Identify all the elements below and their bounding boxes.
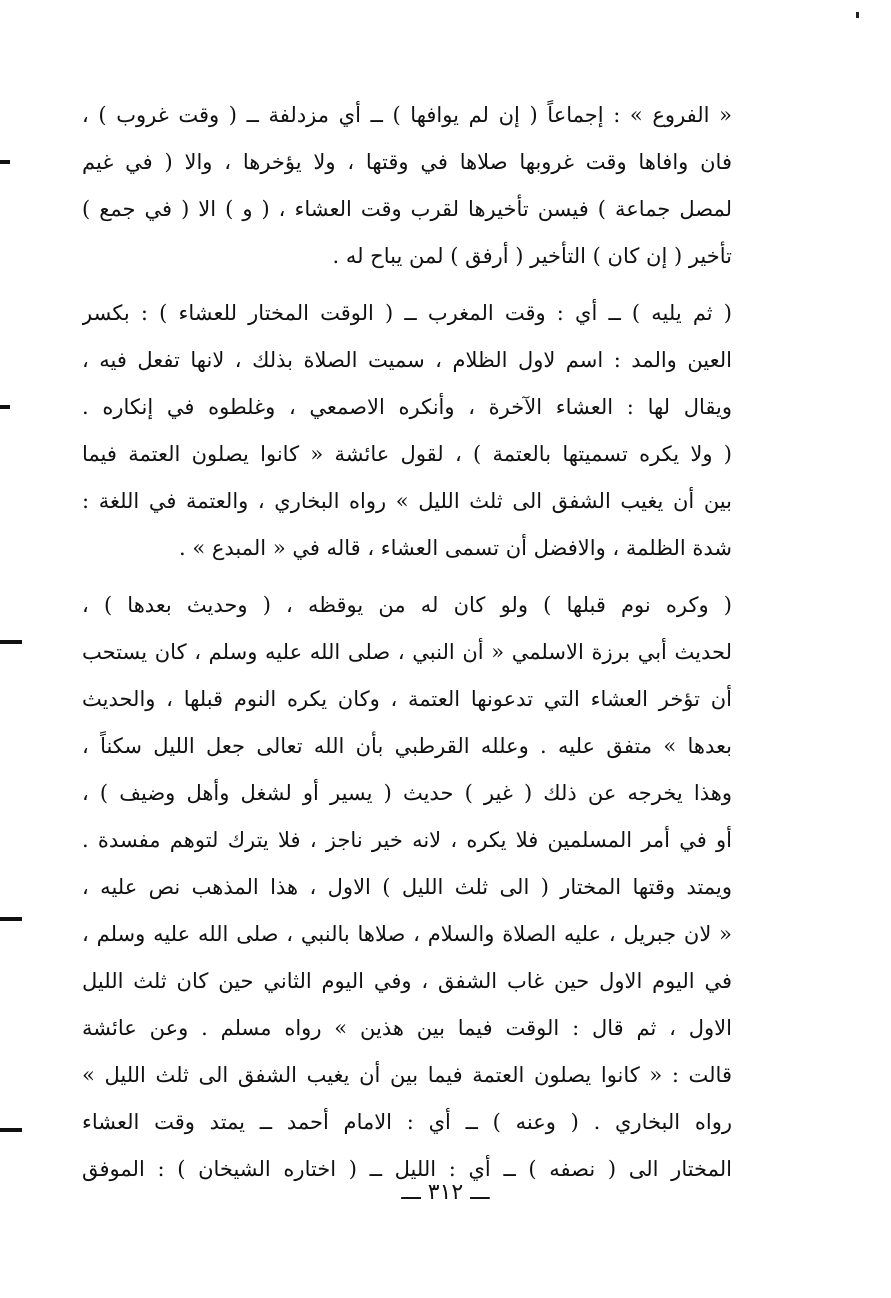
text-line: قالت : « كانوا يصلون العتمة فيما بين أن يغيب الشفق الى ثلث الليل » xyxy=(82,1063,732,1087)
text-line: تأخير ( إن كان ) التأخير ( أرفق ) لمن يباح له . xyxy=(332,244,732,268)
text-line: أو في أمر المسلمين فلا يكره ، لانه خير ناجز ، فلا يترك لتوهم مفسدة . xyxy=(82,828,732,852)
paragraph xyxy=(82,92,732,280)
text-line: فان وافاها وقت غروبها صلاها في وقتها ، ولا يؤخرها ، والا ( في غيم xyxy=(82,150,732,174)
text-line: « لان جبريل ، عليه الصلاة والسلام ، صلاها بالنبي ، صلى الله عليه وسلم ، xyxy=(82,922,732,946)
text-line: الاول ، ثم قال : الوقت فيما بين هذين » رواه مسلم . وعن عائشة xyxy=(82,1016,732,1040)
text-line: بين أن يغيب الشفق الى ثلث الليل » رواه البخاري ، والعتمة في اللغة : xyxy=(82,489,732,513)
text-line: شدة الظلمة ، والافضل أن تسمى العشاء ، قاله في « المبدع » . xyxy=(179,536,732,560)
text-line: ويقال لها : العشاء الآخرة ، وأنكره الاصمعي ، وغلطوه في إنكاره . xyxy=(82,395,732,419)
text-line: وهذا يخرجه عن ذلك ( غير ) حديث ( يسير أو لشغل وأهل وضيف ) ، xyxy=(82,781,732,805)
body-text xyxy=(82,92,732,1193)
text-line: « الفروع » : إجماعاً ( إن لم يوافها ) ــ أي مزدلفة ــ ( وقت غروب ) ، xyxy=(82,103,732,127)
margin-tick xyxy=(0,405,10,409)
paragraph xyxy=(82,290,732,572)
text-line: لمصل جماعة ) فيسن تأخيرها لقرب وقت العشاء ، ( و ) الا ( في جمع ) xyxy=(82,197,732,221)
text-line: أن تؤخر العشاء التي تدعونها العتمة ، وكان يكره النوم قبلها ، والحديث xyxy=(82,687,732,711)
paragraph xyxy=(82,582,732,1193)
text-line: ويمتد وقتها المختار ( الى ثلث الليل ) الاول ، هذا المذهب نص عليه ، xyxy=(82,875,732,899)
text-line: ( وكره نوم قبلها ) ولو كان له من يوقظه ، ( وحديث بعدها ) ، xyxy=(82,593,732,617)
text-line: رواه البخاري . ( وعنه ) ــ أي : الامام أحمد ــ يمتد وقت العشاء xyxy=(82,1110,732,1134)
text-line: بعدها » متفق عليه . وعلله القرطبي بأن الله تعالى جعل الليل سكناً ، xyxy=(82,734,732,758)
text-line: المختار الى ( نصفه ) ــ أي : الليل ــ ( اختاره الشيخان ) : الموفق xyxy=(82,1157,732,1181)
margin-tick xyxy=(0,160,10,164)
margin-tick xyxy=(0,1128,22,1132)
text-line: ( ولا يكره تسميتها بالعتمة ) ، لقول عائشة « كانوا يصلون العتمة فيما xyxy=(82,442,732,466)
margin-tick xyxy=(0,640,22,644)
text-line: ( ثم يليه ) ــ أي : وقت المغرب ــ ( الوقت المختار للعشاء ) : بكسر xyxy=(82,301,732,325)
page-number: ـــ ٣١٢ ـــ xyxy=(401,1180,490,1205)
margin-tick xyxy=(0,917,22,921)
text-line: في اليوم الاول حين غاب الشفق ، وفي اليوم الثاني حين كان ثلث الليل xyxy=(82,969,732,993)
scan-mark xyxy=(856,12,859,18)
text-line: لحديث أبي برزة الاسلمي « أن النبي ، صلى الله عليه وسلم ، كان يستحب xyxy=(82,640,732,664)
text-line: العين والمد : اسم لاول الظلام ، سميت الصلاة بذلك ، لانها تفعل فيه ، xyxy=(82,348,732,372)
